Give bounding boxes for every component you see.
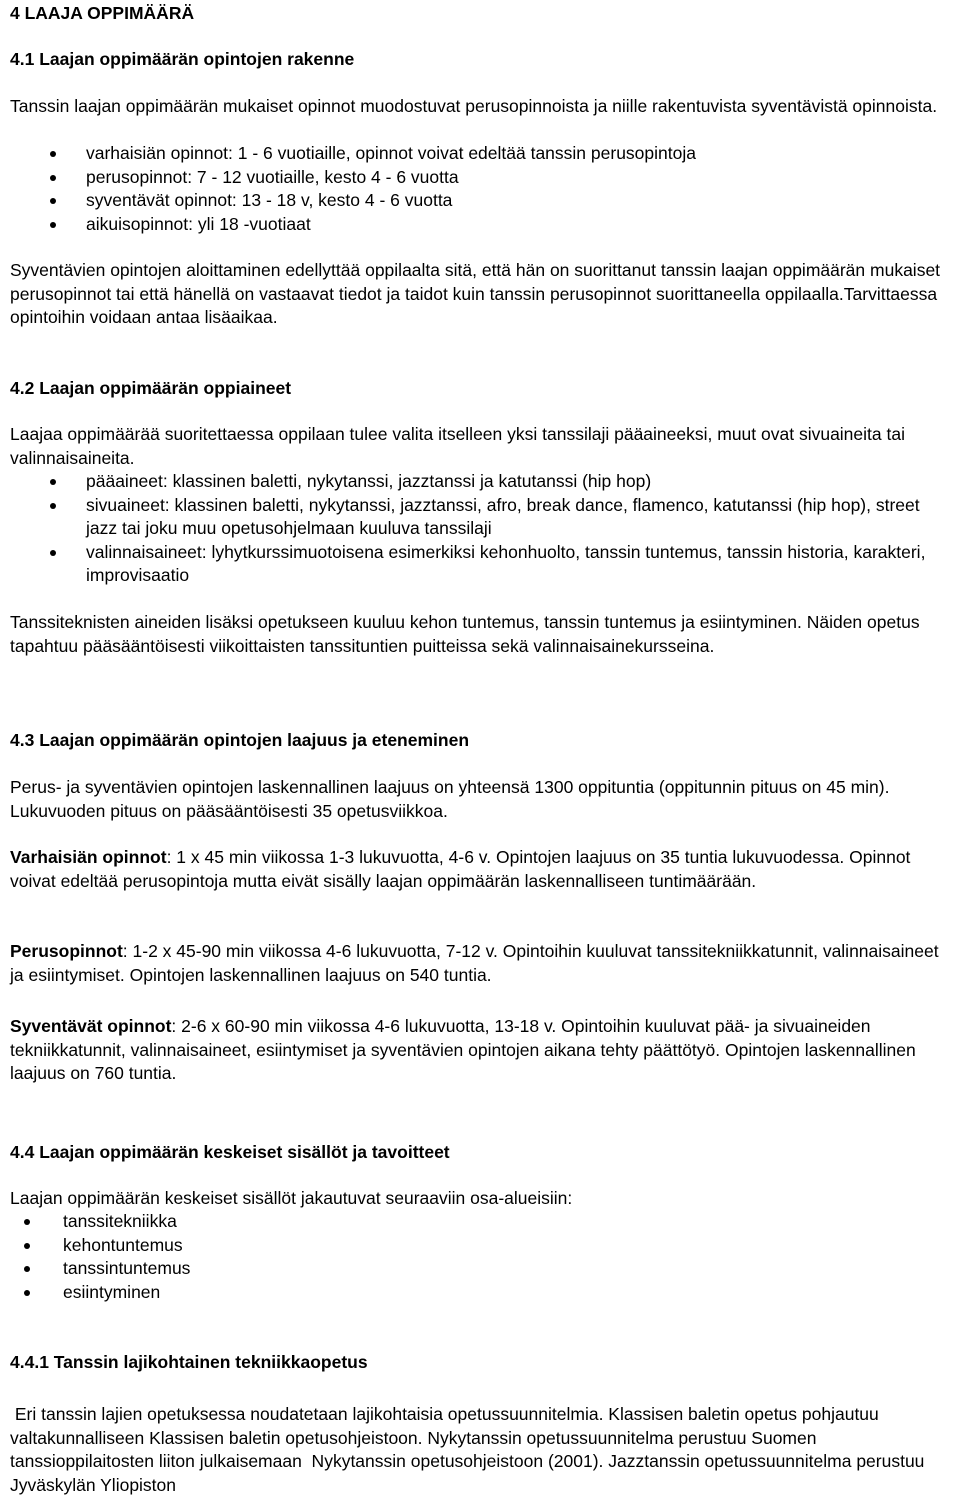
s441-paragraph: Eri tanssin lajien opetuksessa noudatetaan lajikohtaisia opetussuunnitelmia. Klassisen baletin opetus pohjautuu valtakunnalliseen Klassisen baletin opetusohjeistoon. Nykytanssin opetussuunnitelma perustuu Suomen tanssioppilaitosten liiton julkaisemaan Nykytanssin opetusohjeistoon (2001). Jazztanssin opetussuunnitelma perustuu Jyväskylän Yliopiston [10,1404,930,1495]
perus-text: : 1-2 x 45-90 min viikossa 4-6 lukuvuotta, 7-12 v. Opintoihin kuuluvat tanssitekniikkatunnit, valinnaisaineet ja esiintymiset. Opintojen laskennallinen laajuus on 540 tuntia. [10,941,939,985]
s41-list [10,142,955,236]
heading-4-4: 4.4 Laajan oppimäärän keskeiset sisällöt ja tavoitteet [10,1142,450,1162]
varhais-text: : 1 x 45 min viikossa 1-3 lukuvuotta, 4-6 v. Opintojen laajuus on 35 tuntia lukuvuodessa. Opinnot voivat edeltää perusopintoja mutta eivät sisälly laajan oppimäärän laskennalliseen tuntimäärään. [10,847,911,891]
s42-paragraph: Tanssiteknisten aineiden lisäksi opetukseen kuuluu kehon tuntemus, tanssin tuntemus ja esiintyminen. Näiden opetus tapahtuu pääsääntöisesti viikoittaisten tanssituntien puitteissa sekä valinnaisainekursseina. [10,612,920,656]
s41-paragraph: Syventävien opintojen aloittaminen edellyttää oppilaalta sitä, että hän on suorittanut tanssin laajan oppimäärän mukaiset perusopinnot tai että hänellä on vastaavat tiedot ja taidot kuin tanssin perusopinnot suorittaneella oppilaalla.Tarvittaessa opintoihin voidaan antaa lisäaikaa. [10,260,941,327]
heading-4-2: 4.2 Laajan oppimäärän oppiaineet [10,378,292,398]
list-item: esiintyminen [10,1281,955,1305]
s42-intro: Laajaa oppimäärää suoritettaessa oppilaan tulee valita itselleen yksi tanssilaji pääaineeksi, muut ovat sivuaineita tai valinnaisaineita. [10,424,905,468]
s43-intro: Perus- ja syventävien opintojen laskennallinen laajuus on yhteensä 1300 oppituntia (oppitunnin pituus on 45 min). Lukuvuoden pituus on pääsääntöisesti 35 opetusviikkoa. [10,777,890,821]
varhais-label: Varhaisiän opinnot [10,847,167,867]
list-item: kehontuntemus [10,1234,955,1258]
list-item: aikuisopinnot: yli 18 -vuotiaat [10,213,955,237]
s44-intro: Laajan oppimäärän keskeiset sisällöt jakautuvat seuraaviin osa-alueisiin: [10,1188,573,1208]
heading-4-4-1: 4.4.1 Tanssin lajikohtainen tekniikkaopetus [10,1352,368,1372]
s44-list [10,1210,955,1304]
perus-label: Perusopinnot [10,941,123,961]
heading-4-3: 4.3 Laajan oppimäärän opintojen laajuus ja eteneminen [10,730,470,750]
syventavat-text: : 2-6 x 60-90 min viikossa 4-6 lukuvuotta, 13-18 v. Opintoihin kuuluvat pää- ja sivuaineiden tekniikkatunnit, valinnaisaineet, esiintymiset ja syventävien opintojen aikana tehty päättötyö. Opintojen laskennallinen laajuus on 760 tuntia. [10,1016,916,1083]
list-item: pääaineet: klassinen baletti, nykytanssi, jazztanssi ja katutanssi (hip hop) [10,470,955,494]
list-item: valinnaisaineet: lyhytkurssimuotoisena esimerkiksi kehonhuolto, tanssin tuntemus, tanssin historia, karakteri, improvisaatio [10,541,955,588]
s43-syventavat [10,1015,955,1086]
list-item: tanssitekniikka [10,1210,955,1234]
s43-varhais [10,846,955,893]
list-item: tanssintuntemus [10,1257,955,1281]
list-item: varhaisiän opinnot: 1 - 6 vuotiaille, opinnot voivat edeltää tanssin perusopintoja [10,142,955,166]
list-item: sivuaineet: klassinen baletti, nykytanssi, jazztanssi, afro, break dance, flamenco, katutanssi (hip hop), street jazz tai joku muu opetusohjelmaan kuuluva tanssilaji [10,494,955,541]
s43-perus [10,940,955,987]
s42-list [10,470,955,588]
list-item: syventävät opinnot: 13 - 18 v, kesto 4 - 6 vuotta [10,189,955,213]
syventavat-label: Syventävät opinnot [10,1016,172,1036]
heading-4-1: 4.1 Laajan oppimäärän opintojen rakenne [10,49,355,69]
list-item: perusopinnot: 7 - 12 vuotiaille, kesto 4 - 6 vuotta [10,166,955,190]
chapter-title: 4 LAAJA OPPIMÄÄRÄ [10,3,195,23]
s41-intro: Tanssin laajan oppimäärän mukaiset opinnot muodostuvat perusopinnoista ja niille rakentuvista syventävistä opinnoista. [10,96,938,116]
